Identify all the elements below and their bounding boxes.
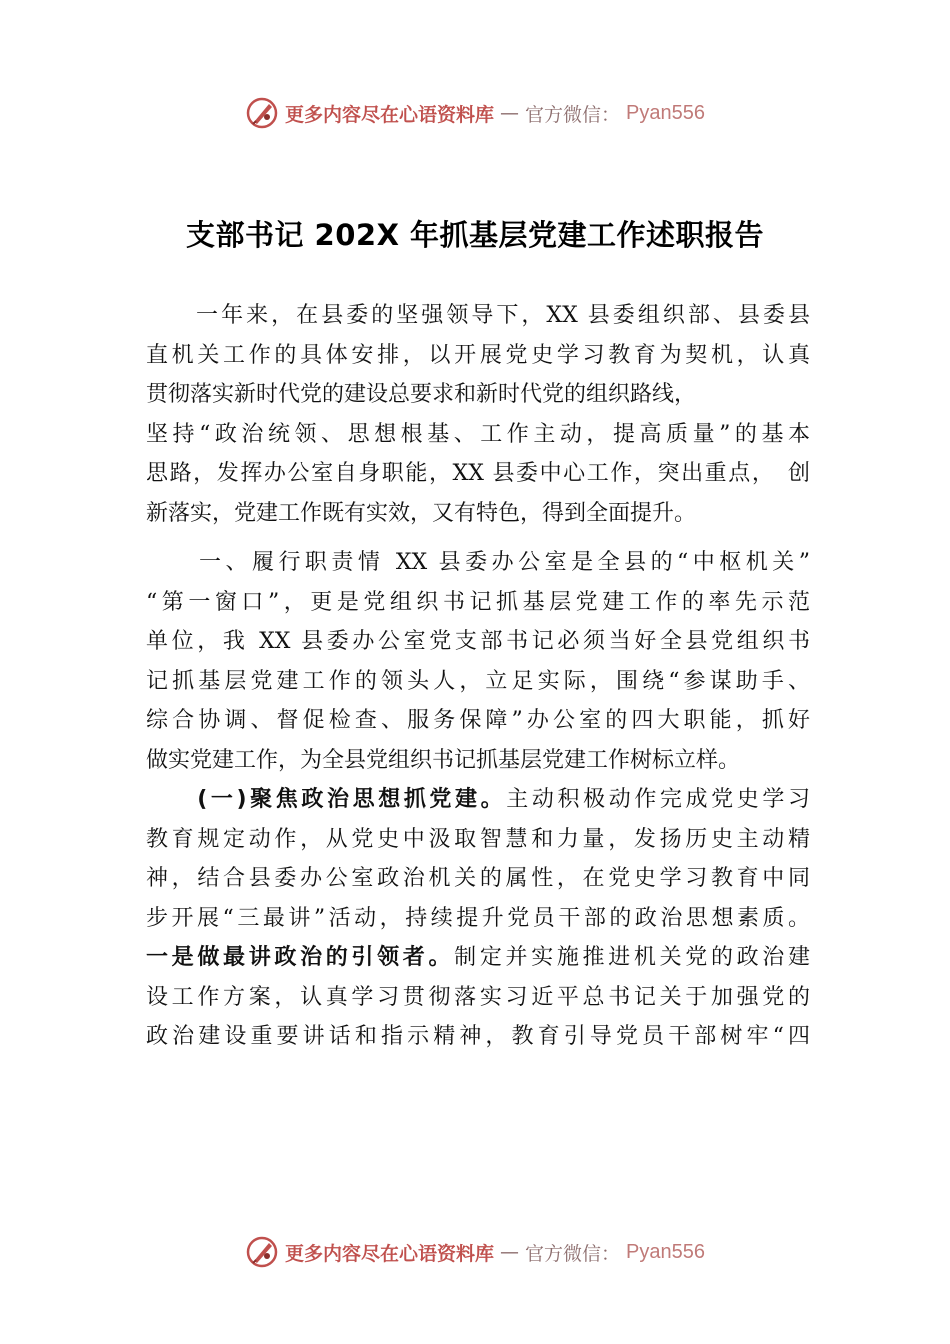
watermark-wechat-label: 官方微信： [525,103,621,126]
watermark-text: 更多内容尽在心语资料库 [285,1242,495,1265]
text-line: 步开展“三最讲”活动，持续提升党员干部的政治思想素质。 [146,905,810,931]
text-line: 直机关工作的具体安排，以开展党史学习教育为契机，认真 [146,342,810,368]
point-heading: 一是做最讲政治的引领者。 [146,945,455,970]
text-line: 做实党建工作，为全县党组织书记抓基层党建工作树标立样。 [146,747,741,773]
watermark-separator: — [500,102,520,124]
watermark-wechat-label: 官方微信： [525,1242,621,1265]
quill-logo-icon [245,1235,279,1269]
text-line: 贯彻落实新时代党的建设总要求和新时代党的组织路线， [146,382,697,407]
text-line: 设工作方案，认真学习贯彻落实习近平总书记关于加强党的 [146,984,810,1010]
watermark-text: 更多内容尽在心语资料库 [285,103,495,126]
watermark-wechat-id: Pyan556 [626,1240,705,1263]
document-title: 支部书记 202X 年抓基层党建工作述职报告 [185,218,765,252]
watermark-separator: — [500,1241,520,1263]
text-run: 制定并实施推进机关党的政治建 [454,945,810,970]
text-line [146,938,810,978]
watermark-banner-top [0,93,950,133]
text-line [146,780,810,820]
text-line: 一、履行职责情 XX 县委办公室是全县的“中枢机关” [146,550,810,575]
text-line: 综合协调、督促检查、服务保障”办公室的四大职能，抓好 [146,708,810,733]
paragraph-intro [146,296,810,533]
text-line: 神，结合县委办公室政治机关的属性，在党史学习教育中同 [146,866,810,891]
text-line: 政治建设重要讲话和指示精神，教育引导党员干部树牢“四 [146,1024,810,1049]
text-line: 思路，发挥办公室自身职能，XX 县委中心工作，突出重点， 创 [146,461,810,486]
document-body [146,296,810,1057]
text-line: 坚持“政治统领、思想根基、工作主动，提高质量”的基本 [146,421,810,447]
subsection-heading: (一)聚焦政治思想抓党建。 [146,787,507,812]
watermark-banner-bottom [0,1232,950,1272]
text-line: 一年来，在县委的坚强领导下，XX 县委组织部、县委县 [146,303,810,328]
text-line: “第一窗口”，更是党组织书记抓基层党建工作的率先示范 [146,589,810,615]
paragraph-subsection [146,780,810,1057]
text-run: 主动积极动作完成党史学习 [506,787,810,812]
text-line: 记抓基层党建工作的领头人，立足实际，围绕“参谋助手、 [146,668,810,694]
text-line: 教育规定动作，从党史中汲取智慧和力量，发扬历史主动精 [146,826,810,852]
paragraph-section-one [146,543,810,780]
watermark-wechat-id: Pyan556 [626,101,705,124]
text-line: 新落实，党建工作既有实效，又有特色，得到全面提升。 [146,500,697,526]
text-line: 单位，我 XX 县委办公室党支部书记必须当好全县党组织书 [146,629,810,654]
quill-logo-icon [245,96,279,130]
